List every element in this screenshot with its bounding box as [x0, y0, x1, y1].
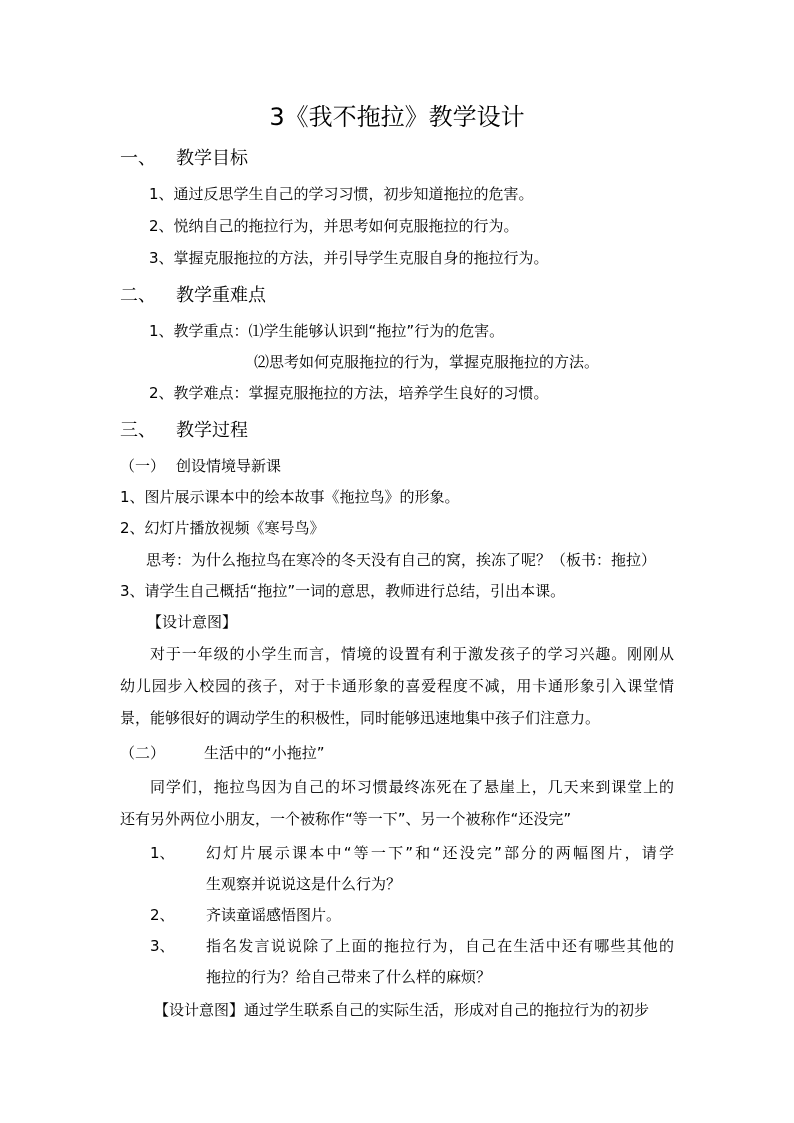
- section-title: 教学目标: [176, 148, 248, 169]
- section-number: 三、: [120, 420, 156, 441]
- process-line: 思考：为什么拖拉鸟在寒冷的冬天没有自己的窝，挨冻了呢？（板书：拖拉）: [146, 551, 657, 569]
- section-title: 教学过程: [176, 420, 248, 441]
- design-intent-block: [154, 1000, 649, 1020]
- design-intent-text: 幼儿园步入校园的孩子，对于卡通形象的喜爱程度不减，用卡通形象引入课堂情: [120, 677, 674, 695]
- document-title: 3《我不拖拉》教学设计: [269, 103, 525, 131]
- process-line: 3、请学生自己概括“拖拉”一词的意思，教师进行总结，引出本课。: [120, 582, 566, 600]
- design-intent-label: 【设计意图】: [147, 613, 238, 631]
- section-title: 教学重难点: [176, 285, 266, 306]
- objective-item: 2、悦纳自己的拖拉行为，并思考如何克服拖拉的行为。: [149, 217, 519, 235]
- section-heading-process: [120, 418, 248, 444]
- subsection-title: 创设情境导新课: [176, 457, 282, 475]
- subsection-title: 生活中的“小拖拉”: [204, 744, 325, 762]
- key-point-item: ⑵思考如何克服拖拉的行为，掌握克服拖拉的方法。: [254, 353, 600, 371]
- list-item-text: 齐读童谣感悟图片。: [206, 906, 342, 924]
- list-item-text: 拖拉的行为？给自己带来了什么样的麻烦？: [206, 968, 492, 986]
- list-item-number: 3、: [150, 937, 175, 955]
- process-line: 2、幻灯片播放视频《寒号鸟》: [120, 519, 325, 537]
- list-item-text: 生观察并说说这是什么行为？: [206, 875, 402, 893]
- design-intent-text: 通过学生联系自己的实际生活，形成对自己的拖拉行为的初步: [244, 1001, 650, 1019]
- section-heading-objectives: [120, 146, 248, 172]
- subsection-heading-1: [120, 456, 281, 476]
- section-number: 二、: [120, 285, 156, 306]
- subsection-heading-2: [120, 743, 325, 763]
- list-item-number: 2、: [150, 906, 175, 924]
- subsection-number: （一）: [120, 457, 166, 475]
- intro-text: 同学们，拖拉鸟因为自己的坏习惯最终冻死在了悬崖上，几天来到课堂上的: [150, 778, 674, 796]
- subsection-number: （二）: [120, 744, 166, 762]
- key-point-item: 1、教学重点：⑴学生能够认识到“拖拉”行为的危害。: [149, 322, 505, 340]
- list-item-number: 1、: [150, 844, 175, 862]
- design-intent-text: 景，能够很好的调动学生的积极性，同时能够迅速地集中孩子们注意力。: [120, 709, 601, 727]
- section-number: 一、: [120, 148, 156, 169]
- list-item-text: 幻灯片展示课本中“等一下”和“还没完”部分的两幅图片，请学: [206, 844, 674, 862]
- key-point-item: 2、教学难点：掌握克服拖拉的方法，培养学生良好的习惯。: [149, 384, 549, 402]
- design-intent-text: 对于一年级的小学生而言，情境的设置有利于激发孩子的学习兴趣。刚刚从: [150, 645, 674, 663]
- design-intent-label: 【设计意图】: [154, 1001, 245, 1019]
- section-heading-key-points: [120, 283, 266, 309]
- process-line: 1、图片展示课本中的绘本故事《拖拉鸟》的形象。: [120, 488, 460, 506]
- objective-item: 1、通过反思学生自己的学习习惯，初步知道拖拉的危害。: [149, 185, 534, 203]
- intro-text: 还有另外两位小朋友，一个被称作“等一下”、另一个被称作“还没完”: [120, 810, 572, 828]
- objective-item: 3、掌握克服拖拉的方法，并引导学生克服自身的拖拉行为。: [149, 249, 549, 267]
- list-item-text: 指名发言说说除了上面的拖拉行为，自己在生活中还有哪些其他的: [206, 937, 674, 955]
